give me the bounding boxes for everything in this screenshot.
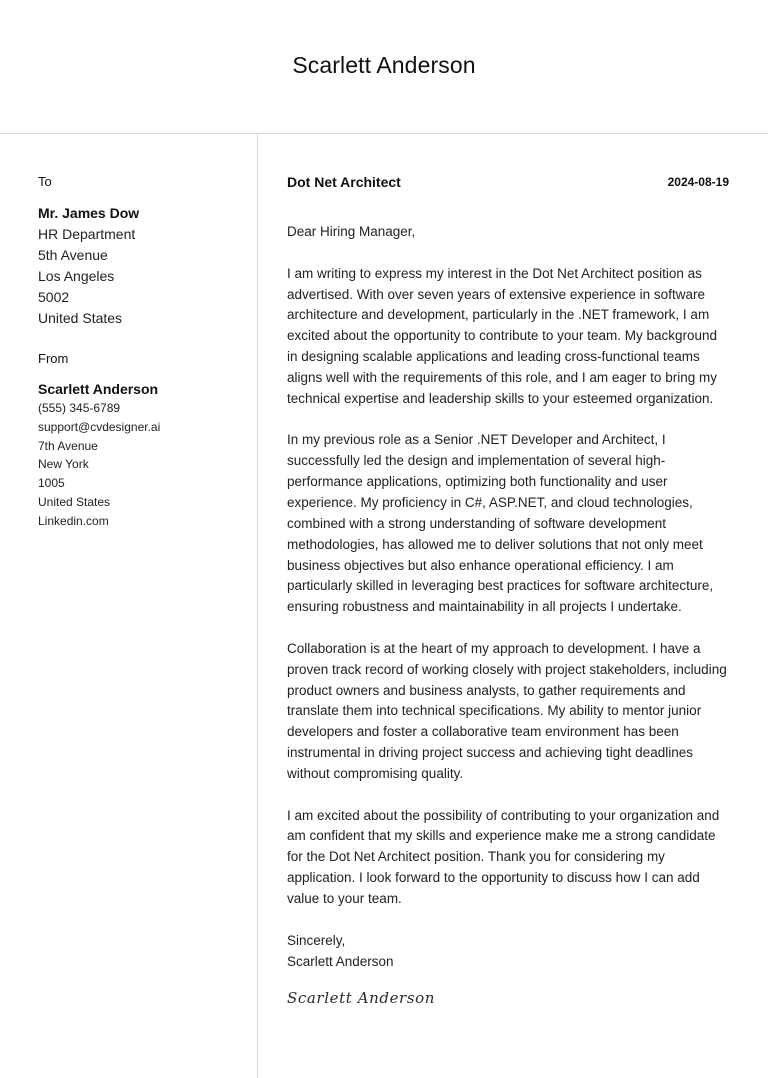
recipient-country: United States: [38, 310, 123, 326]
sender-email: support@cvdesigner.ai: [38, 419, 161, 434]
recipient-name: Mr. James Dow: [38, 205, 140, 221]
body-paragraph: I am writing to express my interest in the Dot Net Architect position as advertised. With over seven years of extensive experience in software architecture and development, particularly in the .NET framework, I am excited about the opportunity to contribute to your team. My background in designing scalable applications and leading cross-functional teams aligns well with the requirements of this role, and I am eager to bring my technical expertise and leadership skills to your esteemed organization.: [287, 265, 718, 406]
salutation: Dear Hiring Manager,: [287, 224, 416, 239]
recipient-department: HR Department: [38, 226, 136, 242]
body-paragraph: In my previous role as a Senior .NET Developer and Architect, I successfully led the design and implementation of several high-performance applications, optimizing both functionality and user experience. My proficiency in C#, ASP.NET, and cloud technologies, combined with a strong understanding of software development methodologies, has allowed me to deliver solutions that not only meet business objectives but also enhance operational efficiency. I am particularly skilled in leveraging best practices for software architecture, ensuring robustness and maintainability in all projects I undertake.: [287, 432, 714, 615]
letter-header: [0, 0, 768, 134]
from-label: From: [38, 351, 69, 366]
recipient-street: 5th Avenue: [38, 247, 108, 263]
body-paragraph: Collaboration is at the heart of my approach to development. I have a proven track record of working closely with project stakeholders, including product owners and business analysts, to gather requirements and translate them into technical specifications. My ability to mentor junior developers and foster a collaborative team environment has been instrumental in driving project success and achieving tight deadlines without compromising quality.: [287, 640, 727, 781]
sender-street: 7th Avenue: [38, 438, 98, 453]
sender-city: New York: [38, 457, 89, 472]
column-divider: [257, 134, 258, 1078]
sender-name: Scarlett Anderson: [38, 381, 159, 397]
recipient-zip: 5002: [38, 289, 70, 305]
applicant-name-heading: Scarlett Anderson: [292, 52, 476, 78]
sender-phone: (555) 345-6789: [38, 401, 121, 415]
recipient-city: Los Angeles: [38, 268, 115, 284]
to-label: To: [38, 174, 52, 189]
closing-name: Scarlett Anderson: [287, 953, 394, 969]
closing-block: [287, 931, 729, 973]
body-paragraph: I am excited about the possibility of contributing to your organization and am confident that my skills and experience make me a strong candidate for the Dot Net Architect position. Thank you for considering my application. I look forward to the opportunity to discuss how I can add value to your team.: [287, 807, 720, 906]
letter-body: [287, 222, 729, 1009]
closing-phrase: Sincerely,: [287, 932, 346, 948]
sender-country: United States: [38, 494, 111, 509]
contact-sidebar: [38, 174, 248, 531]
letter-date: 2024-08-19: [667, 175, 729, 189]
handwritten-signature: Scarlett Anderson: [287, 989, 436, 1008]
job-title: Dot Net Architect: [287, 174, 401, 190]
sender-zip: 1005: [38, 476, 65, 491]
sender-website: Linkedin.com: [38, 513, 109, 528]
